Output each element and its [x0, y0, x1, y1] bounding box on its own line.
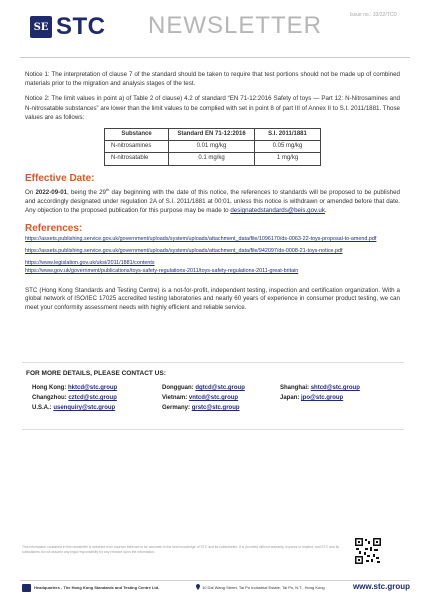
header-divider — [20, 57, 410, 58]
contact-entry — [162, 395, 238, 401]
contact-entry — [32, 405, 115, 411]
contact-label: Japan: — [280, 395, 300, 401]
contact-label: Hong Kong: — [32, 385, 67, 391]
table-cell: 0.1 mg/kg — [169, 153, 255, 165]
contact-label: Changzhou: — [32, 395, 67, 401]
contact-title: FOR MORE DETAILS, PLEASE CONTACT US: — [26, 370, 166, 377]
table-cell: 1 mg/kg — [255, 153, 321, 165]
limit-values-table — [104, 128, 321, 166]
contact-entry — [32, 395, 117, 401]
qr-code-icon — [355, 538, 381, 564]
reference-link[interactable]: https://www.gov.uk/government/publications/toys-safety-regulations-2011/toys-safety-regulations-2011-great-britain — [25, 267, 299, 274]
effective-sup: th — [105, 186, 110, 192]
table-header-row — [105, 129, 321, 141]
effective-date-heading: Effective Date: — [25, 172, 95, 184]
table-row — [105, 153, 321, 165]
newsletter-content — [25, 70, 400, 312]
effective-mid: , being the 29 — [67, 188, 106, 196]
table-header-si: S.I. 2011/1881 — [255, 129, 321, 141]
contact-entry — [162, 405, 240, 411]
contact-email-link[interactable]: jpo@stc.group — [301, 395, 344, 401]
contact-email-link[interactable]: hktcd@stc.group — [68, 385, 118, 391]
footer-bar — [20, 580, 410, 594]
about-stc: STC (Hong Kong Standards and Testing Centre) is a not-for-profit, independent testing, inspection and certification organization. With a global network of ISO/IEC 17025 accredited testing laboratories and nearly 60 years of experience in consumer product testing, we can meet your conformity assessment needs with highly efficient and reliable service. — [25, 286, 400, 311]
issue-number: Issue no.: 33/22/TCD — [349, 12, 397, 18]
table-cell: N-nitrosatable — [105, 153, 169, 165]
table-cell: 0.05 mg/kg — [255, 141, 321, 153]
reference-link[interactable]: https://www.legislation.gov.uk/uksi/2011/1881/contents — [25, 259, 155, 266]
contact-box — [22, 362, 404, 430]
headquarters-text: Headquarters - The Hong Kong Standards and Testing Centre Ltd. — [34, 585, 160, 590]
contact-email-link[interactable]: grstc@stc.group — [191, 405, 240, 411]
designated-standards-email-link[interactable]: designatedstandards@beis.gov.uk — [230, 207, 325, 215]
contact-entry — [280, 395, 343, 401]
contact-email-link[interactable]: cztcd@stc.group — [68, 395, 117, 401]
contact-entry — [280, 385, 360, 391]
contact-entry — [162, 385, 245, 391]
table-header-en71: Standard EN 71-12:2016 — [169, 129, 255, 141]
location-pin-icon — [196, 584, 200, 590]
newsletter-header — [0, 0, 425, 58]
notice-1: Notice 1: The interpretation of clause 7 of the standard should be taken to require that test portions should not be made up of combined materials prior to the migration and analysis stages of the test. — [25, 71, 400, 88]
contact-entry — [32, 385, 117, 391]
stc-logo-mark: SE — [30, 16, 52, 38]
website-link[interactable]: www.stc.group — [352, 582, 410, 591]
effective-prefix: On — [25, 188, 36, 196]
contact-label: U.S.A.: — [32, 405, 52, 411]
newsletter-title: NEWSLETTER — [148, 12, 323, 39]
contact-email-link[interactable]: usenquiry@stc.group — [53, 405, 116, 411]
stc-small-logo-icon — [22, 584, 31, 592]
footer-disclaimer: This information contained in this newsletter is obtained from sources believed to be accurate to the best knowledge of STC and its subsidiaries. It is provided without warranty, express or implied, and STC and its subsidiaries do not assume any legal responsibility for any reliance upon the information. — [22, 545, 340, 554]
headquarters-address: 10 Dai Wang Street, Tai Po Industrial Estate, Tai Po, N.T., Hong Kong — [202, 585, 325, 590]
table-cell: N-nitrosamines — [105, 141, 169, 153]
table-row — [105, 141, 321, 153]
stc-logo-text: STC — [56, 13, 106, 40]
contact-email-link[interactable]: vntcd@stc.group — [188, 395, 239, 401]
contact-email-link[interactable]: shtcd@stc.group — [310, 385, 360, 391]
contact-email-link[interactable]: dgtcd@stc.group — [195, 385, 245, 391]
table-header-substance: Substance — [105, 129, 169, 141]
notice-2: Notice 2: The limit values in point a) of Table 2 of clause) 4.2 of standard “EN 71-12:2016 Safety of toys — Part 12: N-Nitrosamines and N-nitrosatable substances” are lower than the limit values to be complied with set in point 8 of part III of Annex II to S.I. 2011/1881. Those values are as follows: — [25, 95, 400, 121]
stc-logo — [30, 15, 118, 39]
reference-link[interactable]: https://assets.publishing.service.gov.uk/government/uploads/system/uploads/attachment_data/file/942097/ds-0008-21-toys-notice.pdf — [25, 247, 343, 254]
effective-date-value: 2022-09-01 — [35, 188, 68, 196]
contact-label: Dongguan: — [162, 385, 194, 391]
contact-label: Vietnam: — [162, 395, 188, 401]
effective-end: . — [324, 207, 327, 215]
table-cell: 0.01 mg/kg — [169, 141, 255, 153]
references-list — [25, 235, 400, 275]
contact-label: Shanghai: — [280, 385, 310, 391]
effective-date-text — [25, 185, 400, 216]
effective-body: day beginning with the date of this notice, the references to standards will be proposed to be published and accordingly designated under regulation 2A of S.I. 2011/1881 at 00:01, unless this notice is withdrawn or amended before that date. Any objection to the proposed publication for this purpose may be made to — [25, 188, 401, 215]
reference-link[interactable]: https://assets.publishing.service.gov.uk/government/uploads/system/uploads/attachment_data/file/1096170/ds-0063-22-toys-proposal-to-amend.pdf — [25, 235, 377, 242]
contact-label: Germany: — [162, 405, 191, 411]
references-heading: References: — [25, 222, 83, 234]
